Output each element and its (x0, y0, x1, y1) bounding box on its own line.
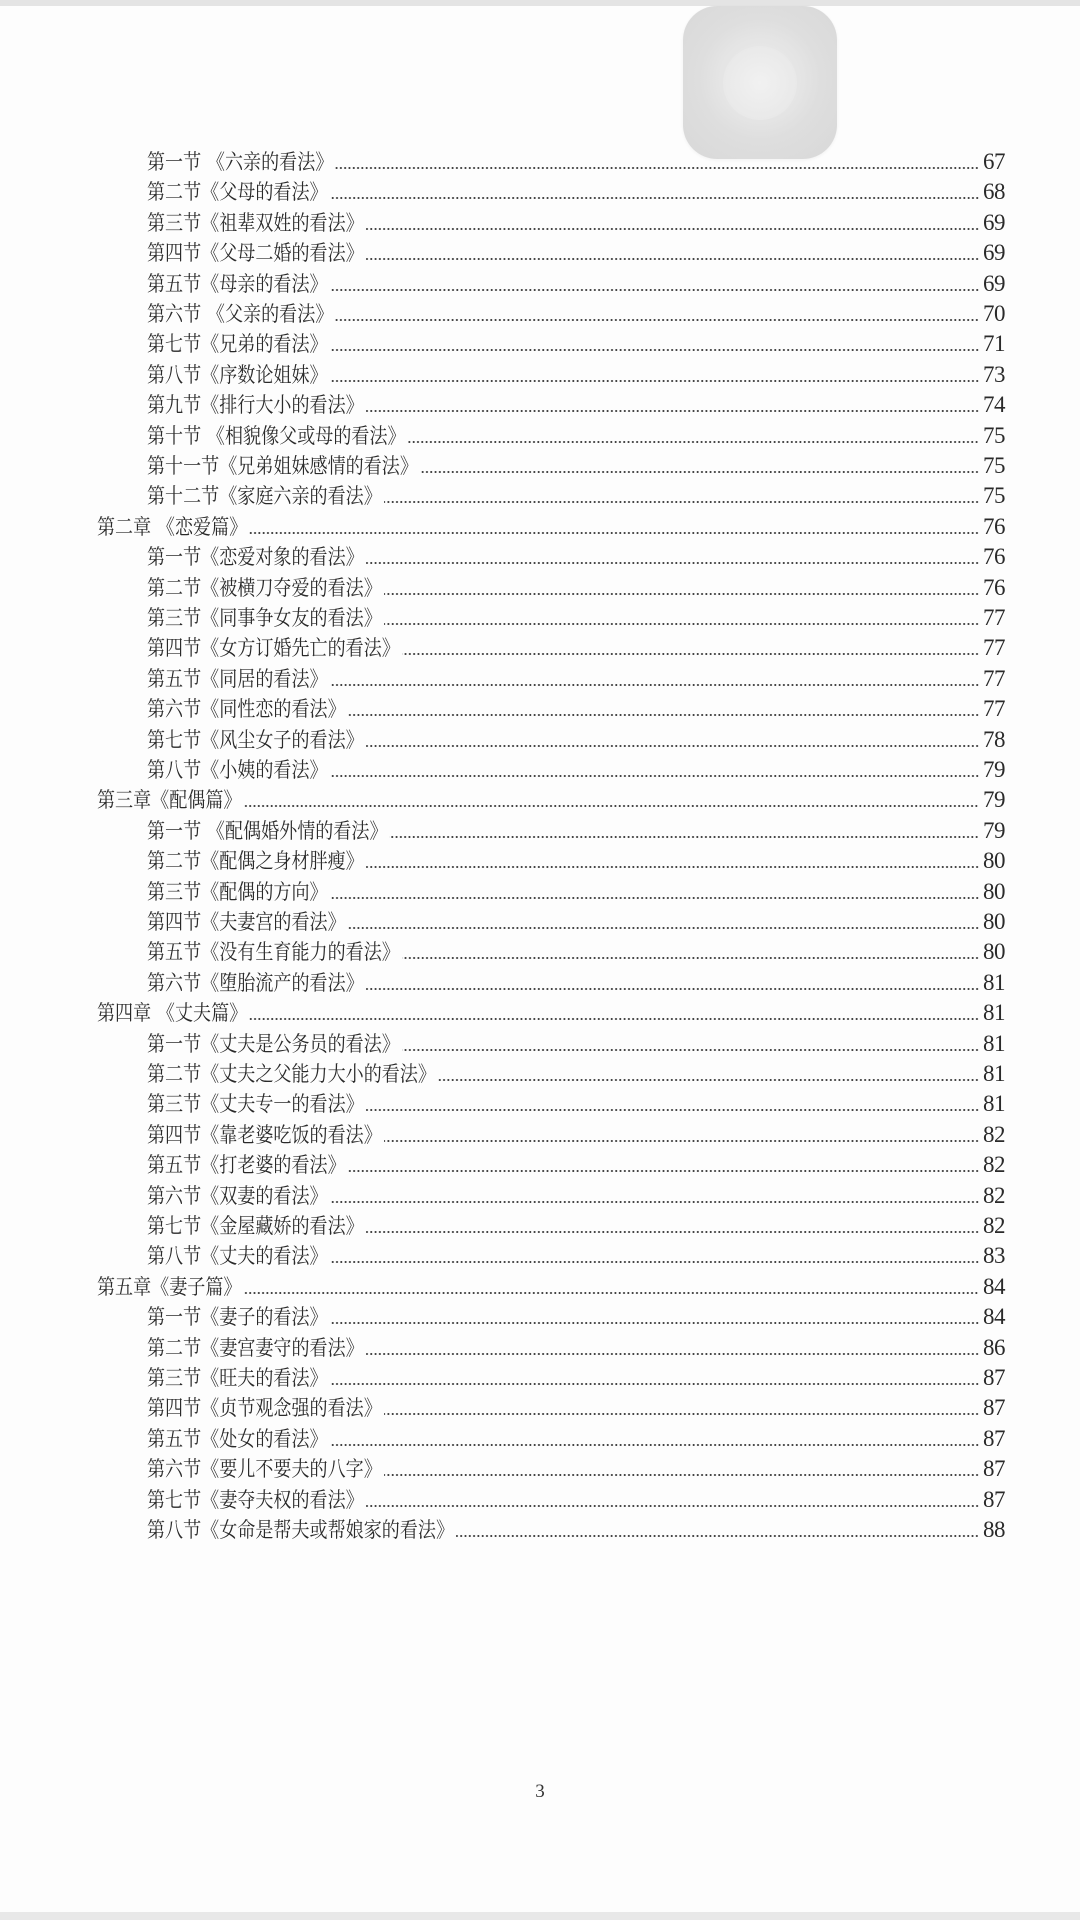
toc-entry-title: 第四节《夫妻宫的看法》 (147, 910, 346, 934)
toc-entry-page-number: 71 (983, 331, 1005, 357)
toc-section-entry[interactable] (147, 326, 1005, 358)
dot-leader (366, 743, 979, 749)
toc-entry-page-number: 80 (983, 878, 1005, 904)
dot-leader (366, 986, 979, 992)
toc-section-entry[interactable] (147, 1330, 1005, 1362)
dot-leader (330, 378, 979, 384)
toc-entry-page-number: 75 (983, 453, 1005, 478)
toc-section-entry[interactable] (147, 570, 1005, 602)
toc-entry-page-number: 81 (983, 1061, 1005, 1086)
toc-entry-title: 第十一节《兄弟姐妹感情的看法》 (147, 454, 418, 478)
toc-entry-page-number: 82 (983, 1182, 1005, 1208)
toc-section-entry[interactable] (147, 296, 1005, 328)
dot-leader (384, 499, 979, 505)
toc-entry-title: 第一节《丈夫是公务员的看法》 (147, 1031, 400, 1056)
toc-entry-page-number: 84 (983, 1304, 1005, 1330)
toc-section-entry[interactable] (147, 1086, 1005, 1118)
dot-leader (330, 1199, 979, 1205)
toc-entry-title: 第一节《妻子的看法》 (147, 1305, 328, 1330)
toc-entry-page-number: 69 (983, 270, 1005, 296)
toc-entry-title: 第一节 《配偶婚外情的看法》 (147, 818, 388, 843)
toc-section-entry[interactable] (147, 752, 1005, 784)
toc-entry-page-number: 80 (983, 939, 1005, 965)
toc-entry-page-number: 67 (983, 149, 1005, 174)
toc-section-entry[interactable] (147, 600, 1005, 632)
toc-entry-title: 第八节《丈夫的看法》 (147, 1244, 328, 1269)
toc-entry-title: 第二节《被横刀夺爱的看法》 (147, 575, 382, 600)
toc-entry-title: 第五节《同居的看法》 (147, 666, 328, 691)
dot-leader (384, 1411, 979, 1417)
dot-leader (330, 1381, 979, 1387)
toc-entry-title: 第四节《靠老婆吃饭的看法》 (147, 1122, 382, 1147)
toc-section-entry[interactable] (147, 1482, 1005, 1514)
toc-entry-page-number: 68 (983, 179, 1005, 205)
toc-entry-page-number: 76 (983, 513, 1005, 539)
toc-entry-title: 第五节《打老婆的看法》 (147, 1153, 346, 1178)
toc-section-entry[interactable] (147, 1390, 1005, 1422)
toc-section-entry[interactable] (147, 1056, 1005, 1088)
toc-entry-page-number: 77 (983, 696, 1005, 722)
dot-leader (402, 651, 979, 657)
dot-leader (348, 1168, 979, 1174)
toc-section-entry[interactable] (147, 1451, 1005, 1483)
toc-entry-title: 第五章《妻子篇》 (97, 1274, 242, 1299)
toc-entry-page-number: 74 (983, 392, 1005, 418)
toc-entry-title: 第二章 《恋爱篇》 (97, 514, 248, 539)
dot-leader (330, 1259, 979, 1265)
toc-section-entry[interactable] (147, 661, 1005, 693)
toc-entry-page-number: 81 (983, 1091, 1005, 1117)
dot-leader (330, 195, 979, 201)
toc-entry-title: 第六节《双妻的看法》 (147, 1183, 328, 1208)
toc-entry-title: 第六节 《父亲的看法》 (147, 302, 334, 326)
dot-leader (366, 864, 979, 870)
assistive-touch-icon (723, 46, 797, 120)
toc-entry-title: 第十节 《相貌像父或母的看法》 (147, 423, 406, 448)
toc-entry-title: 第六节《要儿不要夫的八字》 (147, 1457, 382, 1482)
page-number: 3 (535, 1781, 545, 1802)
toc-entry-title: 第八节《女命是帮夫或帮娘家的看法》 (147, 1518, 455, 1542)
toc-entry-title: 第四节《女方订婚先亡的看法》 (147, 636, 400, 661)
toc-entry-page-number: 77 (983, 605, 1005, 630)
toc-entry-title: 第十二节《家庭六亲的看法》 (147, 484, 382, 509)
toc-section-entry[interactable] (147, 174, 1005, 206)
toc-entry-page-number: 76 (983, 544, 1005, 570)
dot-leader (384, 591, 979, 597)
toc-section-entry[interactable] (147, 1208, 1005, 1240)
toc-entry-page-number: 80 (983, 909, 1005, 934)
dot-leader (366, 1229, 979, 1235)
toc-entry-page-number: 87 (983, 1456, 1005, 1482)
dot-leader (330, 773, 979, 779)
dot-leader (330, 682, 979, 688)
toc-entry-page-number: 79 (983, 757, 1005, 782)
dot-leader (335, 317, 979, 323)
toc-entry-title: 第二节《妻宫妻守的看法》 (147, 1335, 364, 1360)
toc-entry-page-number: 82 (983, 1213, 1005, 1238)
toc-section-entry[interactable] (147, 630, 1005, 662)
toc-entry-title: 第三节《同事争女友的看法》 (147, 606, 382, 630)
dot-leader (348, 712, 979, 718)
toc-entry-page-number: 79 (983, 787, 1005, 813)
dot-leader (366, 1351, 979, 1357)
toc-entry-page-number: 79 (983, 817, 1005, 843)
dot-leader (330, 287, 979, 293)
toc-entry-title: 第二节《配偶之身材胖瘦》 (147, 849, 364, 874)
dot-leader (330, 1442, 979, 1448)
toc-entry-title: 第五节《没有生育能力的看法》 (147, 940, 400, 965)
dot-leader (402, 955, 979, 961)
toc-entry-title: 第一节 《六亲的看法》 (147, 150, 334, 174)
toc-entry-page-number: 81 (983, 1030, 1005, 1056)
toc-entry-page-number: 81 (983, 969, 1005, 995)
dot-leader (384, 621, 979, 627)
dot-leader (420, 469, 979, 475)
toc-section-entry[interactable] (147, 1147, 1005, 1179)
floating-assistive-button[interactable] (683, 6, 837, 159)
toc-entry-title: 第三节《旺夫的看法》 (147, 1366, 328, 1390)
toc-section-entry[interactable] (147, 934, 1005, 966)
toc-chapter-entry[interactable] (97, 782, 1005, 814)
toc-entry-page-number: 82 (983, 1121, 1005, 1147)
toc-entry-title: 第七节《金屋藏娇的看法》 (147, 1214, 364, 1238)
toc-entry-title: 第八节《小姨的看法》 (147, 758, 328, 782)
toc-chapter-entry[interactable] (97, 1269, 1005, 1301)
dot-leader (366, 1503, 979, 1509)
toc-entry-page-number: 75 (983, 422, 1005, 448)
toc-entry-page-number: 83 (983, 1243, 1005, 1269)
toc-entry-title: 第六节《同性恋的看法》 (147, 697, 346, 722)
toc-entry-title: 第七节《风尘女子的看法》 (147, 727, 364, 752)
toc-entry-title: 第六节《堕胎流产的看法》 (147, 970, 364, 995)
toc-entry-page-number: 69 (983, 209, 1005, 235)
toc-section-entry[interactable] (147, 205, 1005, 237)
dot-leader (243, 1290, 979, 1296)
dot-leader (330, 347, 979, 353)
toc-entry-page-number: 77 (983, 635, 1005, 661)
toc-section-entry[interactable] (147, 539, 1005, 571)
toc-section-entry[interactable] (147, 722, 1005, 754)
dot-leader (402, 1047, 979, 1053)
toc-entry-page-number: 78 (983, 726, 1005, 752)
toc-section-entry[interactable] (147, 843, 1005, 875)
toc-entry-title: 第七节《兄弟的看法》 (147, 332, 328, 357)
toc-entry-title: 第二节《丈夫之父能力大小的看法》 (147, 1062, 436, 1086)
dot-leader (366, 560, 979, 566)
toc-section-entry[interactable] (147, 1117, 1005, 1149)
toc-chapter-entry[interactable] (97, 995, 1005, 1027)
toc-entry-page-number: 73 (983, 361, 1005, 387)
document-page (0, 6, 1080, 1912)
toc-entry-title: 第七节《妻夺夫权的看法》 (147, 1487, 364, 1512)
toc-entry-page-number: 77 (983, 665, 1005, 691)
toc-section-entry[interactable] (147, 1238, 1005, 1270)
toc-entry-page-number: 88 (983, 1517, 1005, 1542)
toc-entry-title: 第三节《祖辈双姓的看法》 (147, 210, 364, 235)
toc-section-entry[interactable] (147, 235, 1005, 267)
toc-section-entry[interactable] (147, 965, 1005, 997)
toc-entry-page-number: 87 (983, 1425, 1005, 1451)
dot-leader (456, 1533, 979, 1539)
toc-section-entry[interactable] (147, 357, 1005, 389)
toc-section-entry[interactable] (147, 418, 1005, 450)
toc-section-entry[interactable] (147, 813, 1005, 845)
toc-section-entry[interactable] (147, 1512, 1005, 1544)
dot-leader (438, 1077, 979, 1083)
toc-entry-page-number: 87 (983, 1486, 1005, 1512)
toc-section-entry[interactable] (147, 266, 1005, 298)
dot-leader (330, 1320, 979, 1326)
toc-entry-page-number: 87 (983, 1395, 1005, 1421)
dot-leader (335, 165, 979, 171)
toc-entry-page-number: 82 (983, 1152, 1005, 1178)
toc-entry-page-number: 70 (983, 301, 1005, 326)
dot-leader (366, 408, 979, 414)
toc-entry-page-number: 75 (983, 483, 1005, 509)
toc-section-entry[interactable] (147, 1360, 1005, 1392)
toc-entry-page-number: 80 (983, 848, 1005, 874)
toc-entry-page-number: 76 (983, 574, 1005, 600)
toc-entry-page-number: 81 (983, 1000, 1005, 1026)
toc-section-entry[interactable] (147, 478, 1005, 510)
dot-leader (330, 895, 979, 901)
toc-entry-title: 第三章《配偶篇》 (97, 788, 242, 813)
dot-leader (366, 226, 979, 232)
toc-entry-title: 第九节《排行大小的看法》 (147, 393, 364, 418)
dot-leader (407, 439, 979, 445)
dot-leader (389, 834, 979, 840)
toc-entry-title: 第五节《处女的看法》 (147, 1426, 328, 1451)
toc-section-entry[interactable] (147, 144, 1005, 176)
toc-section-entry[interactable] (147, 448, 1005, 480)
dot-leader (384, 1472, 979, 1478)
dot-leader (249, 530, 979, 536)
toc-entry-page-number: 84 (983, 1273, 1005, 1299)
toc-entry-title: 第四节《贞节观念强的看法》 (147, 1396, 382, 1421)
dot-leader (243, 803, 979, 809)
toc-chapter-entry[interactable] (97, 509, 1005, 541)
toc-entry-title: 第五节《母亲的看法》 (147, 271, 328, 296)
toc-section-entry[interactable] (147, 874, 1005, 906)
dot-leader (366, 1107, 979, 1113)
toc-entry-title: 第三节《配偶的方向》 (147, 879, 328, 904)
dot-leader (348, 925, 979, 931)
toc-entry-title: 第八节《序数论姐妹》 (147, 362, 328, 387)
toc-section-entry[interactable] (147, 1299, 1005, 1331)
dot-leader (384, 1138, 979, 1144)
toc-entry-title: 第三节《丈夫专一的看法》 (147, 1092, 364, 1117)
toc-entry-title: 第四章 《丈夫篇》 (97, 1001, 248, 1026)
toc-section-entry[interactable] (147, 1421, 1005, 1453)
toc-entry-title: 第二节《父母的看法》 (147, 180, 328, 205)
toc-section-entry[interactable] (147, 1026, 1005, 1058)
toc-section-entry[interactable] (147, 387, 1005, 419)
toc-section-entry[interactable] (147, 1178, 1005, 1210)
dot-leader (366, 256, 979, 262)
toc-entry-title: 第四节《父母二婚的看法》 (147, 241, 364, 266)
toc-entry-title: 第一节《恋爱对象的看法》 (147, 545, 364, 570)
bottom-edge-bar (0, 1912, 1080, 1920)
toc-entry-page-number: 69 (983, 240, 1005, 266)
toc-entry-page-number: 87 (983, 1365, 1005, 1390)
toc-section-entry[interactable] (147, 904, 1005, 936)
toc-section-entry[interactable] (147, 691, 1005, 723)
toc-entry-page-number: 86 (983, 1334, 1005, 1360)
dot-leader (249, 1016, 979, 1022)
